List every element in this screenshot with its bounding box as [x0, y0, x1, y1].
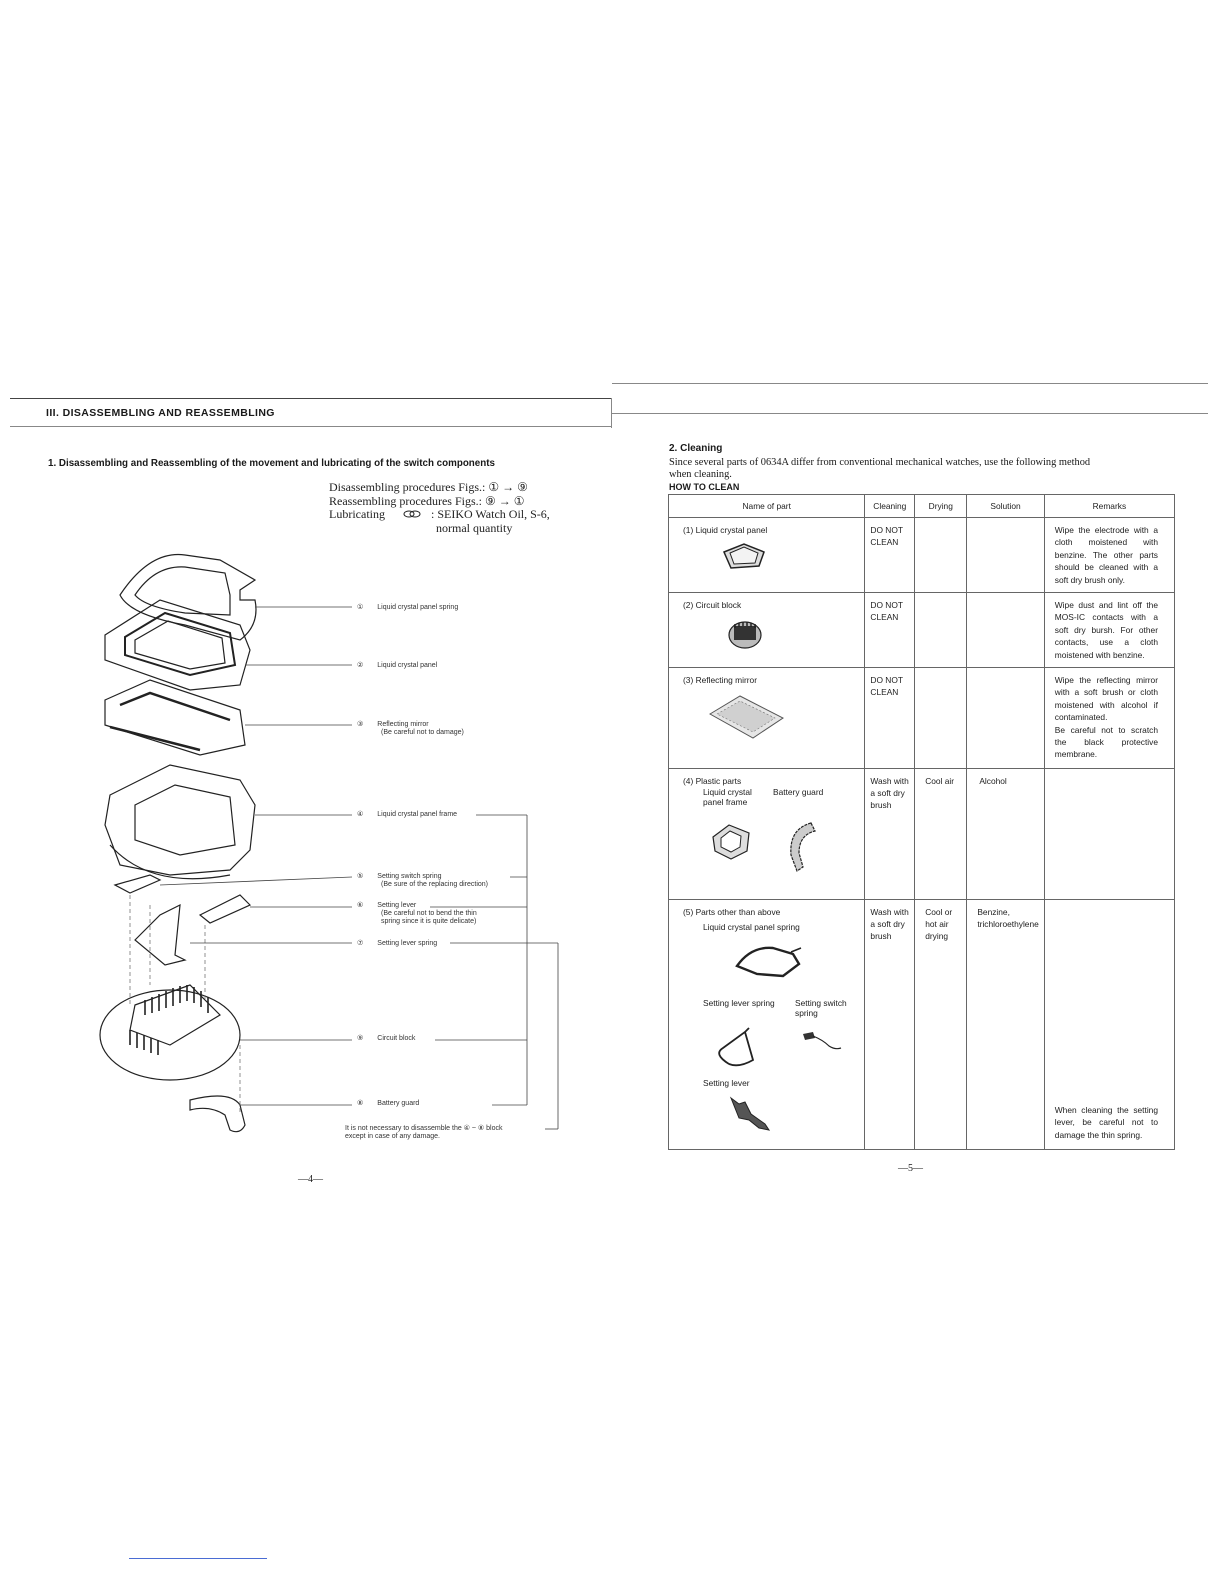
- page-number-left: —4—: [298, 1174, 323, 1185]
- lc-frame-drawing: [105, 765, 255, 879]
- label-3-text: Reflecting mirror: [377, 721, 429, 728]
- battery-guard-drawing: [190, 1096, 245, 1132]
- row4-name-cell: [669, 769, 865, 900]
- label-8-text: Battery guard: [377, 1100, 420, 1107]
- row4-sub2: Battery guard: [773, 787, 824, 797]
- row1-cleaning: DO NOT CLEAN: [870, 525, 903, 547]
- row5-remarks: When cleaning the setting lever, be careful not to damage the thin spring.: [1054, 1104, 1158, 1140]
- setting-switch-spring-drawing: [115, 875, 160, 893]
- label-5-note: (Be sure of the replacing direction): [381, 881, 488, 888]
- cleaning-table: [668, 494, 1175, 1150]
- bottom-link-line: [129, 1558, 267, 1559]
- row1-name: (1) Liquid crystal panel: [683, 525, 768, 535]
- row3-cleaning: DO NOT CLEAN: [870, 675, 903, 697]
- col-header-name: Name of part: [669, 495, 865, 518]
- label-6-num: ⑥: [357, 902, 364, 909]
- right-rule-top: [612, 383, 1208, 384]
- disassembling-procedure: Disassembling procedures Figs.: ① → ⑨: [329, 480, 528, 494]
- label-7: [357, 940, 437, 948]
- col-header-remarks: Remarks: [1044, 495, 1174, 518]
- label-1: [357, 604, 458, 612]
- label-3-note: (Be careful not to damage): [381, 729, 464, 736]
- label-3: [357, 721, 464, 737]
- row2-name-cell: [669, 593, 865, 668]
- table-header-row: [669, 495, 1175, 518]
- row1-remarks: Wipe the electrode with a cloth moistened with benzine. The other parts should be cleaned with a soft dry brush only.: [1054, 525, 1158, 585]
- row3-remarks-2: Be careful not to scratch the black protective membrane.: [1054, 724, 1158, 760]
- reassembling-procedure: Reassembling procedures Figs.: ⑨ → ①: [329, 493, 525, 508]
- row5-sub4: Setting lever: [703, 1078, 750, 1088]
- setting-switch-spring-icon: [799, 1024, 843, 1054]
- col-header-solution: Solution: [967, 495, 1044, 518]
- row4-solution: Alcohol: [979, 776, 1007, 786]
- label-5-num: ⑤: [357, 873, 364, 880]
- row1-solution: [967, 518, 1043, 530]
- circuit-block-icon: [669, 611, 864, 655]
- row5-solution: Benzine, trichloroethylene: [977, 907, 1039, 929]
- row1-name-cell: [669, 518, 865, 593]
- row5-name-cell: [669, 900, 865, 1150]
- row2-remarks: Wipe dust and lint off the MOS-IC contacts with a soft dry bursh. For other contacts, use a cloth moistened with benzine.: [1054, 600, 1158, 660]
- cleaning-intro: [669, 457, 1181, 481]
- chapter-header: III. DISASSEMBLING AND REASSEMBLING: [46, 407, 275, 419]
- label-7-text: Setting lever spring: [377, 940, 438, 947]
- header-rule-bottom: [10, 426, 612, 427]
- section-title: 1. Disassembling and Reassembling of the movement and lubricating of the switch components: [48, 458, 495, 469]
- row3-name: (3) Reflecting mirror: [683, 675, 757, 685]
- row2-name: (2) Circuit block: [683, 600, 742, 610]
- row2-cleaning: DO NOT CLEAN: [870, 600, 903, 622]
- label-5-text: Setting switch spring: [377, 873, 442, 880]
- label-6: [357, 902, 477, 926]
- procedure-block: [329, 481, 589, 535]
- row5-sub2: Setting lever spring: [703, 998, 775, 1008]
- label-2-num: ②: [357, 662, 364, 669]
- row5-sub3: Setting switch spring: [795, 998, 847, 1018]
- exploded-diagram: [90, 545, 610, 1145]
- oil-icon: [402, 508, 422, 522]
- label-6-note: (Be careful not to bend the thin: [381, 910, 477, 917]
- label-1-text: Liquid crystal panel spring: [377, 604, 459, 611]
- label-1-num: ①: [357, 604, 364, 611]
- row5-cleaning: Wash with a soft dry brush: [870, 907, 909, 941]
- row4-remarks: [1045, 769, 1174, 779]
- row4-drying: Cool air: [925, 776, 955, 786]
- label-2: [357, 662, 437, 670]
- row1-drying: [915, 518, 966, 530]
- lubricating-label: Lubricating: [329, 507, 385, 521]
- page-number-right: —5—: [898, 1163, 923, 1174]
- circuit-block-drawing: [100, 985, 240, 1080]
- label-2-text: Liquid crystal panel: [377, 662, 438, 669]
- diagram-footnote: [345, 1125, 502, 1141]
- col-header-drying: Drying: [915, 495, 967, 518]
- lc-frame-icon: [709, 819, 753, 863]
- reflecting-mirror-icon: [669, 686, 864, 744]
- label-9: [357, 1035, 415, 1043]
- right-rule-bottom: [612, 413, 1208, 414]
- label-8: [357, 1100, 419, 1108]
- label-6-note2: spring since it is quite delicate): [381, 918, 477, 925]
- table-row: [669, 900, 1175, 1150]
- setting-lever-drawing: [135, 895, 250, 965]
- label-5: [357, 873, 488, 889]
- battery-guard-icon: [783, 819, 819, 875]
- lc-panel-drawing: [105, 600, 250, 690]
- row5-subparts: [669, 984, 864, 1018]
- row2-drying: [915, 593, 966, 605]
- row5-lever-icon: [669, 1088, 864, 1134]
- row4-cleaning: Wash with a soft dry brush: [870, 776, 909, 810]
- row5-spring-icon: [669, 932, 864, 984]
- lc-panel-icon: [669, 536, 864, 572]
- intro-line-1: Since several parts of 0634A differ from conventional mechanical watches, use the following method: [669, 457, 1091, 468]
- row5-name: (5) Parts other than above: [683, 907, 781, 917]
- setting-lever-spring-icon: [709, 1024, 759, 1070]
- row3-drying: [915, 668, 966, 680]
- label-4-text: Liquid crystal panel frame: [377, 811, 458, 818]
- table-row: [669, 518, 1175, 593]
- intro-line-2: when cleaning.: [669, 469, 732, 480]
- row4-subparts: [669, 787, 864, 807]
- label-3-num: ③: [357, 721, 364, 728]
- row3-name-cell: [669, 668, 865, 769]
- row3-remarks: Wipe the reflecting mirror with a soft brush or cloth moistened with alcohol if contaminated.: [1054, 675, 1158, 723]
- reflecting-mirror-drawing: [105, 680, 245, 755]
- row4-sub1: Liquid crystal panel frame: [703, 787, 752, 807]
- table-row: [669, 668, 1175, 769]
- lubricating-detail: : SEIKO Watch Oil, S-6,: [430, 507, 550, 521]
- lubricating-qty: normal quantity: [436, 520, 513, 535]
- footnote-line-2: except in case of any damage.: [345, 1133, 440, 1140]
- row5-drying: Cool or hot air drying: [925, 907, 953, 941]
- row4-name: (4) Plastic parts: [683, 776, 742, 786]
- row5-icons: [669, 1018, 864, 1070]
- cleaning-section-title: 2. Cleaning: [669, 443, 723, 454]
- label-7-num: ⑦: [357, 940, 364, 947]
- page-divider: [611, 398, 612, 428]
- label-9-num: ⑨: [357, 1035, 364, 1042]
- how-to-clean-heading: HOW TO CLEAN: [669, 482, 740, 492]
- row5-sub1: Liquid crystal panel spring: [703, 922, 800, 932]
- footnote-line-1: It is not necessary to disassemble the ④ ~ ⑧ block: [345, 1125, 503, 1132]
- label-4-num: ④: [357, 811, 364, 818]
- label-4: [357, 811, 457, 819]
- header-rule-top: [10, 398, 612, 399]
- row3-solution: [967, 668, 1043, 680]
- table-row: [669, 769, 1175, 900]
- col-header-cleaning: Cleaning: [865, 495, 915, 518]
- label-9-text: Circuit block: [377, 1035, 416, 1042]
- row4-icons: [669, 807, 864, 875]
- label-8-num: ⑧: [357, 1100, 364, 1107]
- label-6-text: Setting lever: [377, 902, 417, 909]
- table-row: [669, 593, 1175, 668]
- row2-solution: [967, 593, 1043, 605]
- lubricating-line: [329, 508, 589, 522]
